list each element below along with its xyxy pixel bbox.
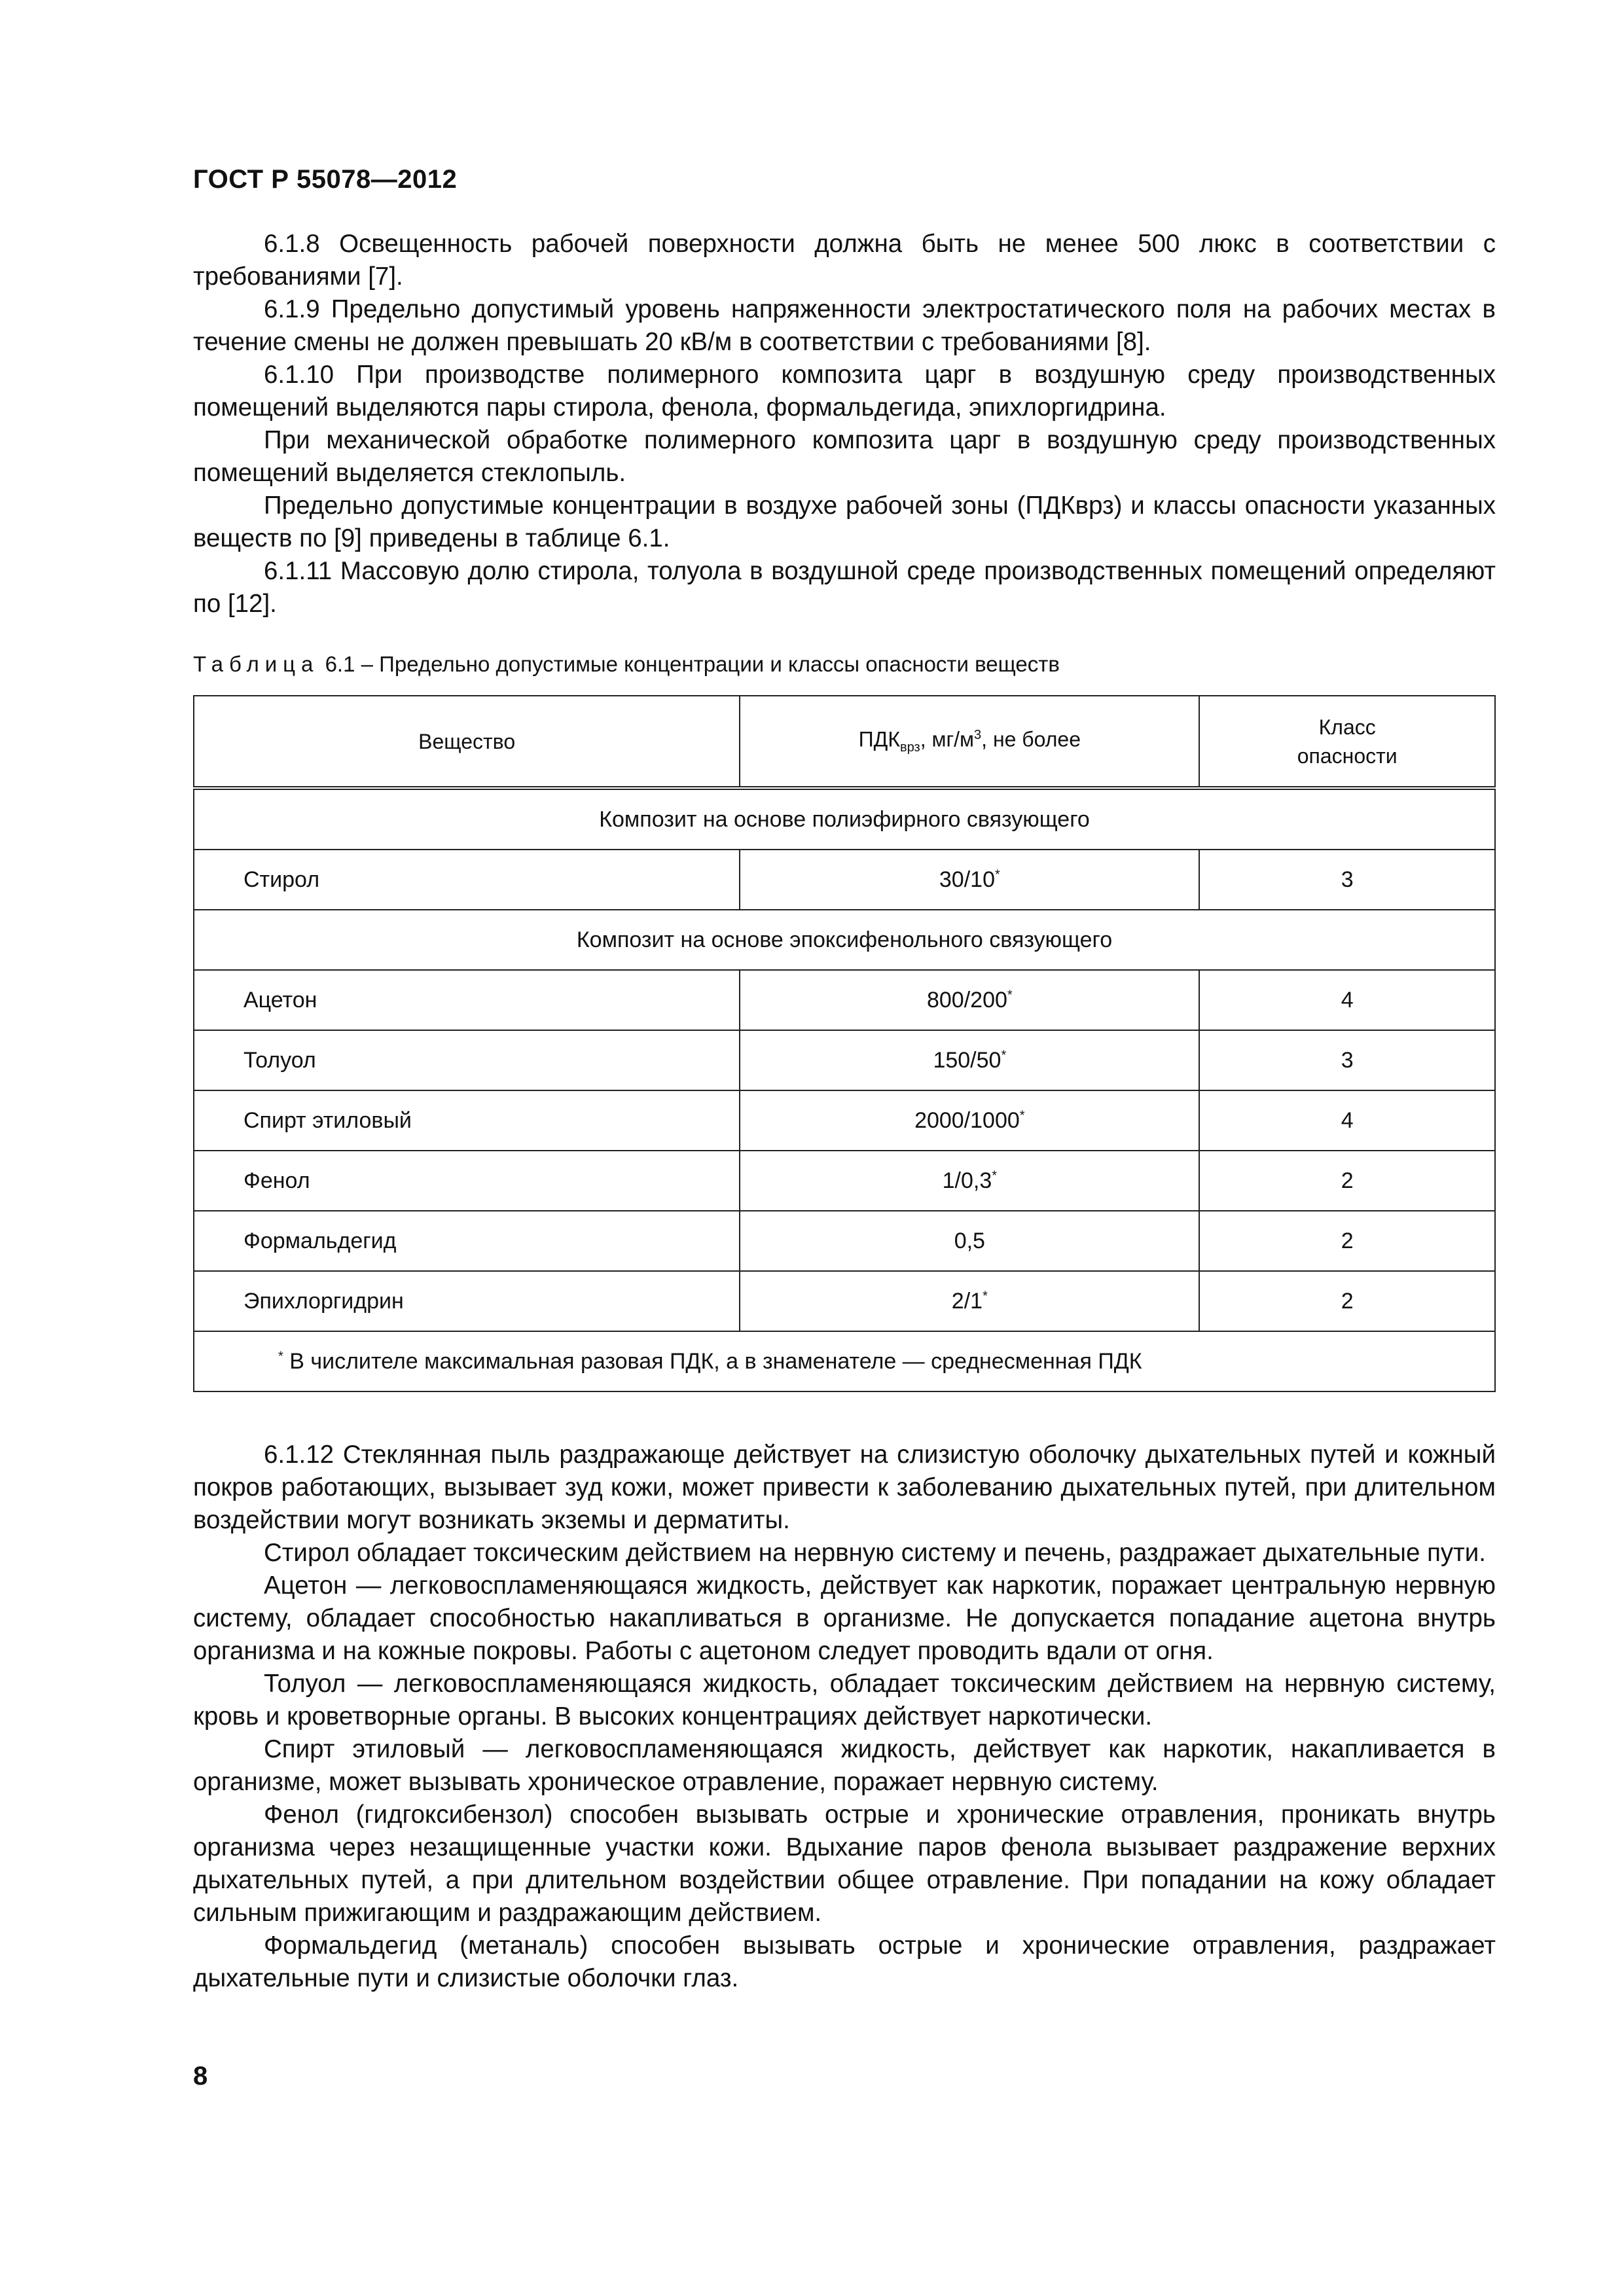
cell-substance: Спирт этиловый [194,1090,740,1151]
paragraph-6-1-8: 6.1.8 Освещенность рабочей поверхности должна быть не менее 500 люкс в соответствии с требованиями [7]. [193,230,1496,291]
paragraph-phenol: Фенол (гидгоксибензол) способен вызывать острые и хронические отравления, проникать внутрь организма через незащищенные участки кожи. Вдыхание паров фенола вызывает раздражение верхних дыхательных путей, а при длительном воздействии общее отравление. При попадании на кожу обладает сильным прижигающим и раздражающим действием. [193,1801,1496,1927]
cell-substance: Ацетон [194,970,740,1030]
cell-substance: Формальдегид [194,1211,740,1271]
bottom-text-block [193,1439,1496,1995]
document-header: ГОСТ Р 55078—2012 [193,165,458,194]
group-epoxyphenol: Композит на основе эпоксифенольного связующего [194,910,1495,970]
paragraph-ethanol: Спирт этиловый — легковоспламеняющаяся жидкость, действует как наркотик, накапливается в организме, может вызывать хроническое отравление, поражает нервную систему. [193,1735,1496,1796]
cell-pdk: 150/50* [740,1030,1199,1090]
cell-class: 2 [1199,1271,1495,1331]
cell-pdk: 2/1* [740,1271,1199,1331]
table-group-row [194,788,1495,850]
table-footnote: * В числителе максимальная разовая ПДК, а в знаменателе — среднесменная ПДК [194,1331,1495,1391]
paragraph-mechanical-processing: При механической обработке полимерного композита царг в воздушную среду производственных помещений выделяется стеклопыль. [193,426,1496,487]
cell-substance: Толуол [194,1030,740,1090]
paragraph-styrene: Стирол обладает токсическим действием на нервную систему и печень, раздражает дыхательные пути. [264,1539,1487,1567]
cell-class: 4 [1199,1090,1495,1151]
page-number: 8 [193,2062,208,2090]
paragraph-6-1-9: 6.1.9 Предельно допустимый уровень напряженности электростатического поля на рабочих местах в течение смены не должен превышать 20 кВ/м в соответствии с требованиями [8]. [193,295,1496,356]
paragraph-6-1-11: 6.1.11 Массовую долю стирола, толуола в воздушной среде производственных помещений определяют по [12]. [193,557,1496,618]
cell-pdk: 0,5 [740,1211,1199,1271]
table-row [194,1211,1495,1271]
table-footnote-row [194,1331,1495,1391]
cell-pdk: 30/10* [740,850,1199,910]
cell-class: 2 [1199,1151,1495,1211]
table-caption-text: 6.1 – Предельно допустимые концентрации и классы опасности веществ [325,652,1060,676]
cell-pdk: 800/200* [740,970,1199,1030]
table-header-row [194,696,1495,788]
paragraph-toluene: Толуол — легковоспламеняющаяся жидкость, обладает токсическим действием на нервную систему, кровь и кроветворные органы. В высоких концентрациях действует наркотически. [193,1670,1496,1731]
header-pdk: $ПДК_{врз}$, $мг/м^3$, не более [740,696,1199,788]
paragraph-pdk: Предельно допустимые концентрации в воздухе рабочей зоны (ПДКврз) и классы опасности указанных веществ по [9] приведены в таблице 6.1. [193,492,1496,552]
table-row [194,850,1495,910]
group-polyester: Композит на основе полиэфирного связующего [194,788,1495,850]
table-row [194,1090,1495,1151]
header-substance: Вещество [194,696,740,788]
table-row [194,1271,1495,1331]
cell-pdk: 1/0,3* [740,1151,1199,1211]
table-group-row [194,910,1495,970]
table-caption-label: Таблица [193,652,319,676]
cell-class: 3 [1199,1030,1495,1090]
table-caption [193,651,1060,677]
paragraph-formaldehyde: Формальдегид (метаналь) способен вызывать острые и хронические отравления, раздражает дыхательные пути и слизистые оболочки глаз. [193,1931,1496,1992]
cell-substance: Эпихлоргидрин [194,1271,740,1331]
cell-class: 3 [1199,850,1495,910]
cell-class: 4 [1199,970,1495,1030]
paragraph-acetone: Ацетон — легковоспламеняющаяся жидкость, действует как наркотик, поражает центральную нервную систему, обладает способностью накапливаться в организме. Не допускается попадание ацетона внутрь организма и на кожные покровы. Работы с ацетоном следует проводить вдали от огня. [193,1571,1496,1665]
paragraph-6-1-12: 6.1.12 Стеклянная пыль раздражающе действует на слизистую оболочку дыхательных путей и кожный покров работающих, вызывает зуд кожи, может привести к заболеванию дыхательных путей, при длительном воздействии могут возникать экземы и дерматиты. [193,1441,1496,1534]
cell-substance: Фенол [194,1151,740,1211]
header-hazard-class: Класс опасности [1199,696,1495,788]
cell-class: 2 [1199,1211,1495,1271]
table-row [194,1151,1495,1211]
paragraph-6-1-10: 6.1.10 При производстве полимерного композита царг в воздушную среду производственных помещений выделяются пары стирола, фенола, формальдегида, эпихлоргидрина. [193,361,1496,422]
cell-substance: Стирол [194,850,740,910]
top-text-block [193,228,1496,620]
substances-table [193,695,1496,1392]
cell-pdk: 2000/1000* [740,1090,1199,1151]
table-row [194,970,1495,1030]
table-row [194,1030,1495,1090]
